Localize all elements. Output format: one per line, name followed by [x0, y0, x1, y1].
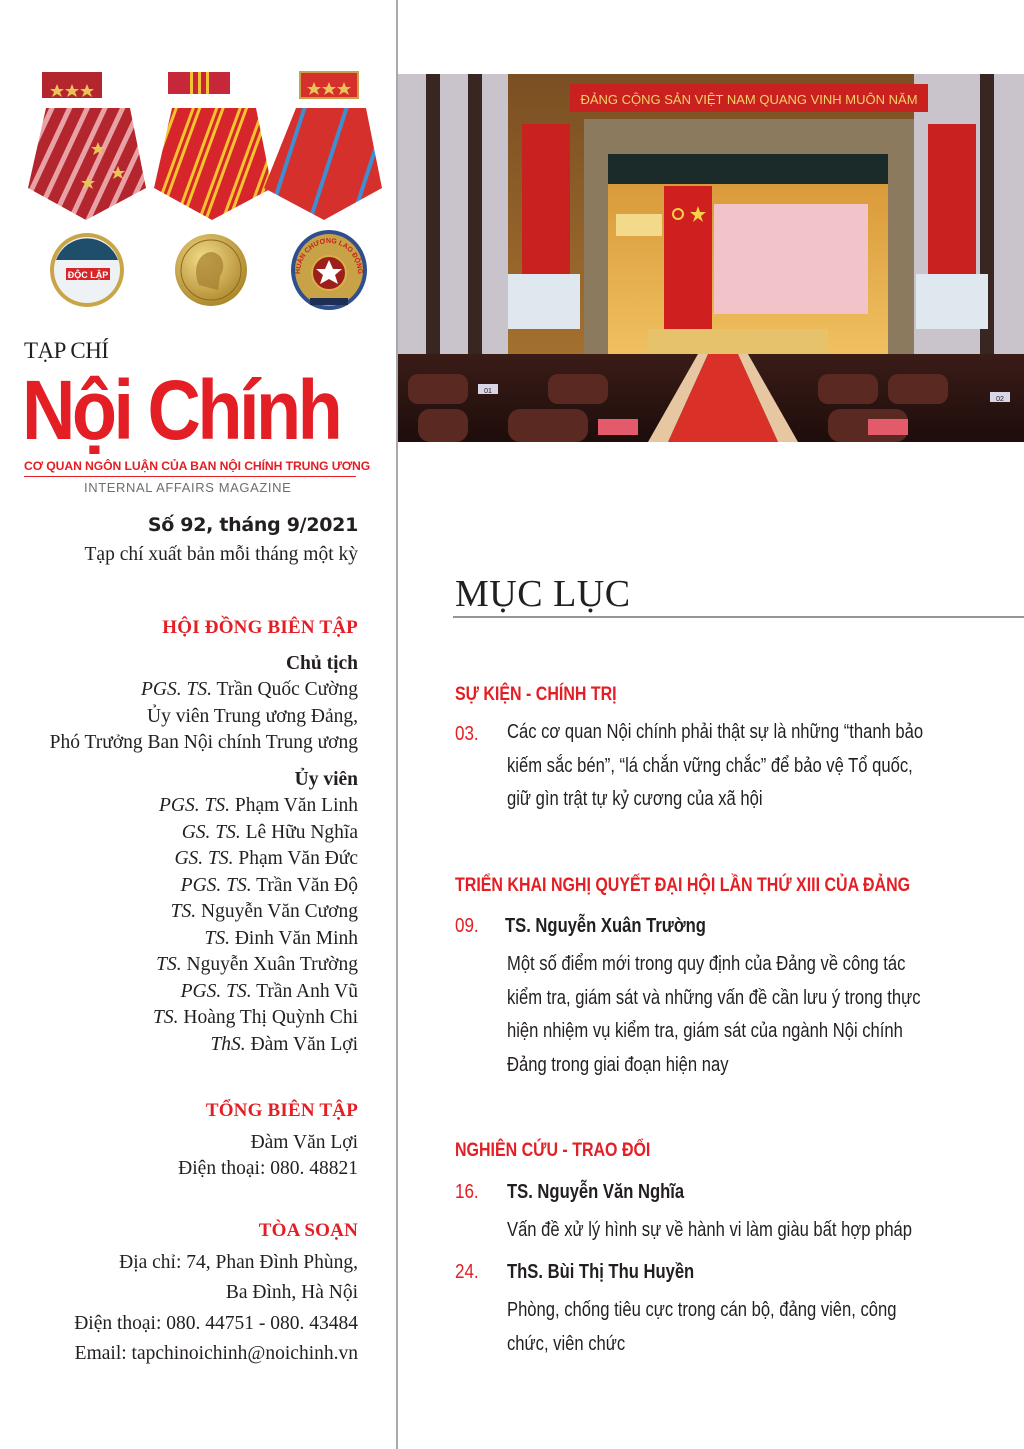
- member: [50, 793, 358, 820]
- masthead-english: INTERNAL AFFAIRS MAGAZINE: [84, 480, 292, 495]
- toc-author[interactable]: TS. Nguyễn Văn Nghĩa: [507, 1181, 685, 1203]
- academic-title: TS.: [153, 1007, 179, 1028]
- person-name: Lê Hữu Nghĩa: [245, 821, 358, 843]
- academic-title: TS.: [156, 954, 182, 975]
- member: [50, 1005, 358, 1032]
- medal-inscription: ĐỘC LẬP: [67, 270, 109, 280]
- member: [50, 979, 358, 1006]
- masthead-prefix: TẠP CHÍ: [24, 338, 109, 363]
- person-name: Phạm Văn Đức: [238, 848, 358, 869]
- editor-in-chief-heading: TỔNG BIÊN TẬP: [205, 1100, 358, 1121]
- chair-role: Phó Trưởng Ban Nội chính Trung ương: [49, 732, 358, 753]
- academic-title: GS. TS.: [174, 848, 234, 869]
- toc-entry-line: Phòng, chống tiêu cực trong cán bộ, đảng viên, công: [507, 1299, 897, 1321]
- lao-dong-medal: [264, 72, 382, 310]
- person-name: Nguyễn Xuân Trường: [186, 954, 358, 975]
- members-label: Ủy viên: [294, 768, 358, 790]
- toc-entry[interactable]: [507, 1294, 897, 1361]
- office-address: Ba Đình, Hà Nội: [225, 1282, 358, 1303]
- banner-text: ĐẢNG CỘNG SẢN VIỆT NAM QUANG VINH MUÔN NĂM: [580, 92, 918, 107]
- editorial-board-heading: HỘI ĐỒNG BIÊN TẬP: [162, 617, 358, 638]
- chair-person: [50, 677, 358, 704]
- academic-title: PGS. TS.: [159, 795, 230, 816]
- editor-in-chief: [178, 1098, 358, 1183]
- member: [50, 926, 358, 953]
- member: [50, 873, 358, 900]
- office-address: Địa chỉ: 74, Phan Đình Phùng,: [119, 1251, 358, 1273]
- toc-entry-line: kiếm sắc bén”, “lá chắn vững chắc” để bảo vệ Tổ quốc,: [507, 754, 913, 777]
- doc-lap-medal: [28, 72, 146, 307]
- medal-inscription-text: HUÂN CHƯƠNG LAO ĐỘNG: [294, 237, 364, 275]
- toc-page-number: 03.: [455, 723, 479, 745]
- toc-page-number: 16.: [455, 1181, 479, 1203]
- toc-title: MỤC LỤC: [455, 573, 631, 615]
- toc-entry[interactable]: [507, 948, 920, 1082]
- person-name: Đàm Văn Lợi: [250, 1033, 358, 1055]
- toc-title-rule: [453, 616, 1024, 618]
- toc-section-heading: SỰ KIỆN - CHÍNH TRỊ: [455, 683, 617, 705]
- editor-phone: Điện thoại: 080. 48821: [178, 1158, 358, 1179]
- member: [50, 820, 358, 847]
- member: [50, 899, 358, 926]
- medals-illustration: [14, 70, 384, 310]
- person-name: Trần Văn Độ: [256, 874, 358, 896]
- academic-title: PGS. TS.: [180, 874, 252, 896]
- person-name: Trần Quốc Cường: [216, 679, 358, 700]
- person-name: Phạm Văn Linh: [234, 795, 358, 816]
- chair-role: Ủy viên Trung ương Đảng,: [146, 705, 358, 727]
- toc-entry-line: hiện nhiệm vụ kiểm tra, giám sát của ngành Nội chính: [507, 1020, 903, 1042]
- office-heading: TÒA SOẠN: [258, 1220, 358, 1241]
- toc-author[interactable]: TS. Nguyễn Xuân Trường: [505, 915, 706, 937]
- member: [50, 846, 358, 873]
- member: [50, 952, 358, 979]
- academic-title: TS.: [170, 901, 197, 922]
- toc-entry-line: Các cơ quan Nội chính phải thật sự là những “thanh bảo: [507, 721, 924, 743]
- toc-entry-line: Vấn đề xử lý hình sự về hành vi làm giàu bất hợp pháp: [507, 1219, 913, 1241]
- toc-page-number: 09.: [455, 915, 479, 937]
- toc-section-heading: TRIỂN KHAI NGHỊ QUYẾT ĐẠI HỘI LẦN THỨ XIII CỦA ĐẢNG: [455, 874, 911, 896]
- toc-author[interactable]: ThS. Bùi Thị Thu Huyền: [507, 1261, 695, 1283]
- editorial-board: [50, 615, 358, 1058]
- person-name: Trần Anh Vũ: [256, 980, 358, 1002]
- academic-title: TS.: [204, 927, 230, 949]
- office-info: [74, 1218, 358, 1368]
- toc-entry-line: giữ gìn trật tự kỷ cương của xã hội: [507, 788, 763, 810]
- issue-number: Số 92, tháng 9/2021: [147, 514, 358, 536]
- person-name: Nguyễn Văn Cương: [200, 901, 358, 922]
- academic-title: ThS.: [210, 1033, 246, 1055]
- toc-entry[interactable]: [507, 716, 923, 817]
- toc-entry-line: chức, viên chức: [507, 1332, 626, 1355]
- member: [50, 1032, 358, 1059]
- seat-label: 02: [996, 396, 1004, 403]
- ho-chi-minh-medal: [154, 72, 272, 306]
- toc-entry-line: Một số điểm mới trong quy định của Đảng về công tác: [507, 953, 906, 975]
- seat-label: 01: [484, 388, 492, 395]
- academic-title: GS. TS.: [181, 821, 241, 843]
- toc-section-heading: NGHIÊN CỨU - TRAO ĐỔI: [455, 1139, 651, 1161]
- toc-page-number: 24.: [455, 1261, 479, 1283]
- toc-entry-line: kiểm tra, giám sát và những vấn đề cần lưu ý trong thực: [507, 986, 921, 1009]
- toc-entry-line: Đảng trong giai đoạn hiện nay: [507, 1053, 729, 1076]
- office-phone: Điện thoại: 080. 44751 - 080. 43484: [74, 1312, 358, 1334]
- person-name: Đinh Văn Minh: [234, 927, 358, 949]
- editor-name: Đàm Văn Lợi: [250, 1131, 358, 1153]
- toc-entry[interactable]: [507, 1214, 912, 1248]
- academic-title: PGS. TS.: [141, 679, 212, 700]
- office-email: Email: tapchinoichinh@noichinh.vn: [74, 1343, 358, 1364]
- person-name: Hoàng Thị Quỳnh Chi: [183, 1007, 358, 1028]
- masthead-title: Nội Chính: [22, 363, 340, 457]
- publication-frequency: Tạp chí xuất bản mỗi tháng một kỳ: [84, 544, 358, 565]
- masthead-subtitle: CƠ QUAN NGÔN LUẬN CỦA BAN NỘI CHÍNH TRUNG ƯƠNG: [24, 458, 356, 477]
- conference-hall-photo: [398, 74, 1024, 442]
- chair-label: Chủ tịch: [285, 652, 358, 674]
- academic-title: PGS. TS.: [180, 980, 252, 1002]
